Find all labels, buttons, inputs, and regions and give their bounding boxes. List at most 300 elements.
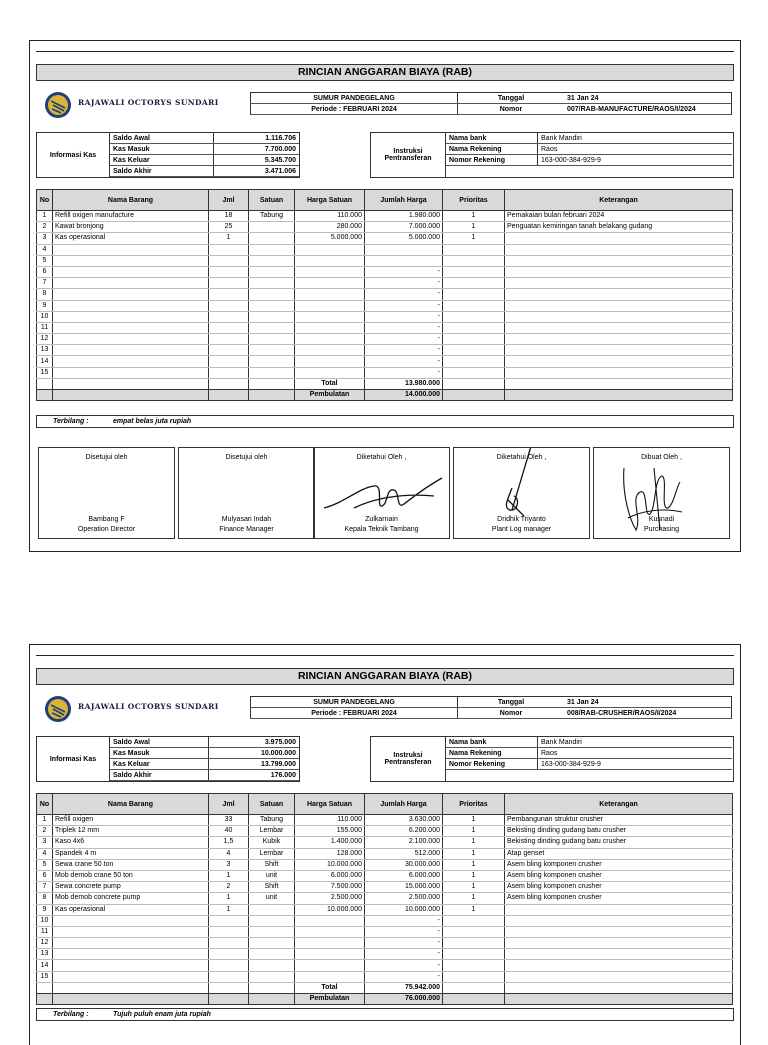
- table-cell: 7.000.000: [365, 222, 443, 233]
- table-cell: 1: [37, 211, 53, 222]
- table-cell: [295, 926, 365, 937]
- table-cell: [365, 255, 443, 266]
- table-cell: [249, 334, 295, 345]
- table-cell: 4: [209, 848, 249, 859]
- table-cell: unit: [249, 870, 295, 881]
- table-cell: 12: [37, 938, 53, 949]
- nomor-label: Nomor: [458, 104, 565, 115]
- table-cell: -: [365, 322, 443, 333]
- account-number-value: 163-000-384-929-9: [538, 155, 733, 166]
- table-cell: Kaso 4x6: [53, 837, 209, 848]
- table-cell: [209, 938, 249, 949]
- table-cell: [505, 938, 733, 949]
- signer-name: Bambang F: [88, 516, 125, 523]
- table-cell: Mob demob crane 50 ton: [53, 870, 209, 881]
- table-cell: [295, 289, 365, 300]
- table-cell: [505, 255, 733, 266]
- table-cell: -: [365, 311, 443, 322]
- table-cell: [505, 300, 733, 311]
- kas-keluar-value: 13.799.000: [208, 759, 299, 770]
- table-cell: -: [365, 300, 443, 311]
- table-cell: 5: [37, 859, 53, 870]
- table-cell: 1: [443, 837, 505, 848]
- table-cell: [295, 266, 365, 277]
- table-cell: [53, 960, 209, 971]
- table-cell: 4: [37, 848, 53, 859]
- table-cell: 15.000.000: [365, 882, 443, 893]
- table-cell: [209, 971, 249, 982]
- table-cell: 11: [37, 322, 53, 333]
- signature-box-finance-manager: [178, 447, 315, 539]
- table-cell: 2.500.000: [295, 893, 365, 904]
- table-cell: [209, 345, 249, 356]
- table-cell: 13: [37, 949, 53, 960]
- table-cell: -: [365, 971, 443, 982]
- table-cell: [505, 311, 733, 322]
- table-cell: [53, 311, 209, 322]
- signer-name: Dridhik Triyanto: [497, 516, 546, 523]
- terbilang-value: Tujuh puluh enam juta rupiah: [113, 1011, 211, 1018]
- table-cell: 6.000.000: [365, 870, 443, 881]
- table-cell: 9: [37, 904, 53, 915]
- saldo-akhir-label: Saldo Akhir: [110, 770, 208, 781]
- total-value: 13.980.000: [365, 378, 443, 389]
- signature-box-purchasing: [593, 447, 730, 539]
- table-cell: 1: [37, 815, 53, 826]
- table-row: [37, 971, 733, 982]
- table-cell: [209, 266, 249, 277]
- signature-box-kepala-teknik: [313, 447, 450, 539]
- table-cell: 4: [37, 244, 53, 255]
- table-row: [37, 300, 733, 311]
- table-cell: [249, 915, 295, 926]
- project-name: SUMUR PANDEGELANG: [251, 697, 458, 708]
- bank-name-label: Nama bank: [446, 737, 538, 748]
- transfer-label: Instruksi Pentransferan: [371, 737, 446, 781]
- terbilang-label: Terbilang :: [53, 1011, 89, 1018]
- table-cell: 10.000.000: [295, 859, 365, 870]
- table-cell: [295, 367, 365, 378]
- signer-role: Purchasing: [643, 526, 680, 533]
- table-cell: [443, 949, 505, 960]
- items-table: [36, 189, 733, 401]
- transfer-instructions: [370, 736, 734, 782]
- table-row: [37, 859, 733, 870]
- table-cell: -: [365, 926, 443, 937]
- kas-masuk-label: Kas Masuk: [110, 144, 213, 155]
- header-table: [250, 696, 732, 719]
- table-cell: [443, 244, 505, 255]
- column-header: Jumlah Harga: [365, 190, 443, 211]
- table-cell: 12: [37, 334, 53, 345]
- table-cell: Atap genset: [505, 848, 733, 859]
- table-cell: [209, 367, 249, 378]
- table-cell: [295, 915, 365, 926]
- handwritten-signature-icon: [594, 448, 729, 538]
- table-cell: [295, 322, 365, 333]
- transfer-label: Instruksi Pentransferan: [371, 133, 446, 177]
- nomor-value: 008/RAB-CRUSHER/RAOS/I/2024: [564, 708, 732, 719]
- table-cell: 10.000.000: [295, 904, 365, 915]
- signer-name: Mulyasari Indah: [221, 516, 272, 523]
- table-cell: 6: [37, 870, 53, 881]
- table-header: [37, 190, 733, 211]
- table-cell: [505, 278, 733, 289]
- column-header: Satuan: [249, 794, 295, 815]
- table-cell: [505, 915, 733, 926]
- kas-masuk-value: 7.700.000: [213, 144, 299, 155]
- table-cell: -: [365, 915, 443, 926]
- table-cell: 1: [443, 222, 505, 233]
- table-cell: Lembar: [249, 848, 295, 859]
- table-cell: 2: [37, 222, 53, 233]
- table-cell: 6.000.000: [295, 870, 365, 881]
- table-cell: 1: [209, 893, 249, 904]
- table-cell: [249, 949, 295, 960]
- items-table: [36, 793, 733, 1005]
- table-row: [37, 837, 733, 848]
- table-cell: [295, 345, 365, 356]
- periode: Periode : FEBRUARI 2024: [251, 708, 458, 719]
- table-cell: [443, 266, 505, 277]
- table-cell: [209, 915, 249, 926]
- column-header: Jumlah Harga: [365, 794, 443, 815]
- column-header: Nama Barang: [53, 794, 209, 815]
- table-cell: 13: [37, 345, 53, 356]
- table-row: [37, 322, 733, 333]
- cash-info-table: [110, 133, 299, 177]
- total-label: Total: [295, 982, 365, 993]
- table-cell: Kawat bronjong: [53, 222, 209, 233]
- table-cell: [443, 356, 505, 367]
- saldo-akhir-value: 176.000: [208, 770, 299, 781]
- table-row: [37, 926, 733, 937]
- column-header: No: [37, 794, 53, 815]
- table-row: [37, 848, 733, 859]
- tanggal-label: Tanggal: [458, 93, 565, 104]
- table-cell: [249, 222, 295, 233]
- tanggal-value: 31 Jan 24: [564, 697, 732, 708]
- signer-role: Operation Director: [77, 526, 136, 533]
- pembulatan-label: Pembulatan: [295, 390, 365, 401]
- handwritten-signature-icon: [454, 448, 589, 538]
- top-rule: [36, 51, 734, 52]
- table-row: [37, 904, 733, 915]
- saldo-awal-value: 3.975.000: [208, 737, 299, 748]
- column-header: Harga Satuan: [295, 794, 365, 815]
- table-cell: [443, 289, 505, 300]
- table-cell: [443, 311, 505, 322]
- table-cell: 3: [37, 233, 53, 244]
- table-cell: Kas operasional: [53, 233, 209, 244]
- table-header: [37, 794, 733, 815]
- table-cell: [249, 926, 295, 937]
- table-cell: -: [365, 278, 443, 289]
- table-cell: [209, 322, 249, 333]
- table-cell: 5.000.000: [295, 233, 365, 244]
- table-cell: [209, 278, 249, 289]
- table-cell: [209, 926, 249, 937]
- table-cell: [53, 266, 209, 277]
- table-cell: [505, 334, 733, 345]
- table-cell: -: [365, 345, 443, 356]
- kas-masuk-label: Kas Masuk: [110, 748, 208, 759]
- table-cell: [53, 949, 209, 960]
- table-cell: [505, 904, 733, 915]
- account-name-label: Nama Rekening: [446, 144, 538, 155]
- signer-role: Finance Manager: [219, 526, 274, 533]
- table-cell: Refill oxigen manufacture: [53, 211, 209, 222]
- table-cell: [505, 960, 733, 971]
- table-cell: -: [365, 266, 443, 277]
- table-cell: 10.000.000: [365, 904, 443, 915]
- table-cell: [443, 300, 505, 311]
- table-cell: 110.000: [295, 211, 365, 222]
- table-cell: [53, 244, 209, 255]
- terbilang: [36, 1008, 734, 1021]
- table-cell: 7: [37, 882, 53, 893]
- table-cell: 1: [443, 904, 505, 915]
- table-cell: 5: [37, 255, 53, 266]
- signer-role: Plant Log manager: [491, 526, 552, 533]
- table-cell: 1: [443, 848, 505, 859]
- column-header: Prioritas: [443, 190, 505, 211]
- table-cell: Asem bling komponen crusher: [505, 882, 733, 893]
- company-name: RAJAWALI OCTORYS SUNDARI: [78, 98, 219, 107]
- table-row: [37, 356, 733, 367]
- table-cell: [295, 971, 365, 982]
- bank-name-label: Nama bank: [446, 133, 538, 144]
- table-cell: 1,5: [209, 837, 249, 848]
- table-cell: Sewa crane 50 ton: [53, 859, 209, 870]
- table-cell: 2.500.000: [365, 893, 443, 904]
- table-cell: 15: [37, 367, 53, 378]
- terbilang-label: Terbilang :: [53, 418, 89, 425]
- pembulatan-value: 14.000.000: [365, 390, 443, 401]
- total-value: 75.942.000: [365, 982, 443, 993]
- table-cell: 18: [209, 211, 249, 222]
- signer-name: Kusnadi: [648, 516, 675, 523]
- table-cell: 14: [37, 356, 53, 367]
- table-cell: [53, 278, 209, 289]
- table-cell: [53, 345, 209, 356]
- table-cell: [249, 300, 295, 311]
- table-cell: [53, 356, 209, 367]
- table-row: [37, 334, 733, 345]
- cash-info-label: Informasi Kas: [37, 133, 110, 177]
- table-cell: [209, 960, 249, 971]
- saldo-awal-value: 1.116.706: [213, 133, 299, 144]
- table-row: [37, 938, 733, 949]
- column-header: Prioritas: [443, 794, 505, 815]
- table-row: [37, 893, 733, 904]
- table-cell: -: [365, 938, 443, 949]
- table-cell: [295, 300, 365, 311]
- signature-title: Disetujui oleh: [225, 454, 268, 461]
- table-cell: -: [365, 289, 443, 300]
- cash-info: [36, 132, 300, 178]
- table-cell: 9: [37, 300, 53, 311]
- table-cell: 1.400.000: [295, 837, 365, 848]
- table-row: [37, 222, 733, 233]
- table-cell: Pembangunan struktur crusher: [505, 815, 733, 826]
- table-cell: Penguatan kemiringan tanah belakang gudang: [505, 222, 733, 233]
- table-cell: [505, 949, 733, 960]
- table-cell: 30.000.000: [365, 859, 443, 870]
- table-cell: [295, 244, 365, 255]
- table-cell: [505, 356, 733, 367]
- table-row: [37, 289, 733, 300]
- table-cell: Bekisting dinding gudang batu crusher: [505, 837, 733, 848]
- table-cell: 155.000: [295, 826, 365, 837]
- table-cell: [209, 334, 249, 345]
- table-cell: [249, 971, 295, 982]
- table-cell: 10: [37, 915, 53, 926]
- table-cell: [249, 244, 295, 255]
- bank-name-value: Bank Mandiri: [538, 737, 733, 748]
- table-cell: [505, 233, 733, 244]
- nomor-label: Nomor: [458, 708, 565, 719]
- transfer-instructions: [370, 132, 734, 178]
- table-cell: [295, 356, 365, 367]
- rab-sheet-1: [29, 40, 741, 552]
- pembulatan-row: [37, 390, 733, 401]
- table-cell: 1: [443, 870, 505, 881]
- table-cell: [443, 322, 505, 333]
- sheet-title: RINCIAN ANGGARAN BIAYA (RAB): [36, 64, 734, 81]
- column-header: Keterangan: [505, 190, 733, 211]
- table-row: [37, 311, 733, 322]
- table-cell: Asem bling komponen crusher: [505, 859, 733, 870]
- table-cell: [365, 244, 443, 255]
- table-cell: 10: [37, 311, 53, 322]
- column-header: Nama Barang: [53, 190, 209, 211]
- table-cell: 128.000: [295, 848, 365, 859]
- company-name: RAJAWALI OCTORYS SUNDARI: [78, 702, 219, 711]
- table-cell: 512.000: [365, 848, 443, 859]
- kas-keluar-value: 5.345.700: [213, 155, 299, 166]
- table-cell: 11: [37, 926, 53, 937]
- signature-box-operation-director: [38, 447, 175, 539]
- table-cell: [443, 971, 505, 982]
- table-cell: unit: [249, 893, 295, 904]
- table-cell: 1: [443, 859, 505, 870]
- table-cell: [505, 926, 733, 937]
- kas-masuk-value: 10.000.000: [208, 748, 299, 759]
- nomor-value: 007/RAB-MANUFACTURE/RAOS/I/2024: [564, 104, 732, 115]
- account-name-label: Nama Rekening: [446, 748, 538, 759]
- table-cell: [53, 938, 209, 949]
- table-row: [37, 255, 733, 266]
- table-cell: [209, 311, 249, 322]
- table-row: [37, 278, 733, 289]
- table-cell: [295, 938, 365, 949]
- table-cell: [53, 255, 209, 266]
- table-cell: [443, 334, 505, 345]
- table-cell: [249, 266, 295, 277]
- total-row: [37, 378, 733, 389]
- kas-keluar-label: Kas Keluar: [110, 155, 213, 166]
- table-cell: [249, 938, 295, 949]
- table-cell: 2: [37, 826, 53, 837]
- bank-table: [446, 133, 732, 166]
- table-cell: [505, 971, 733, 982]
- table-cell: [295, 949, 365, 960]
- table-cell: Kubik: [249, 837, 295, 848]
- table-cell: 6: [37, 266, 53, 277]
- table-cell: 6.200.000: [365, 826, 443, 837]
- table-cell: [249, 278, 295, 289]
- table-cell: [295, 255, 365, 266]
- account-name-value: Raos: [538, 748, 733, 759]
- account-number-label: Nomor Rekening: [446, 155, 538, 166]
- table-cell: 3: [37, 837, 53, 848]
- table-cell: [249, 960, 295, 971]
- table-cell: -: [365, 949, 443, 960]
- column-header: Jml: [209, 190, 249, 211]
- table-cell: 110.000: [295, 815, 365, 826]
- saldo-akhir-label: Saldo Akhir: [110, 166, 213, 177]
- account-name-value: Raos: [538, 144, 733, 155]
- table-cell: 25: [209, 222, 249, 233]
- table-cell: 8: [37, 893, 53, 904]
- signer-name: Zulkarnain: [365, 516, 398, 523]
- table-cell: 1.980.000: [365, 211, 443, 222]
- cash-info: [36, 736, 300, 782]
- table-cell: -: [365, 960, 443, 971]
- column-header: Keterangan: [505, 794, 733, 815]
- cash-info-label: Informasi Kas: [37, 737, 110, 781]
- table-cell: 1: [443, 233, 505, 244]
- tanggal-label: Tanggal: [458, 697, 565, 708]
- table-row: [37, 882, 733, 893]
- column-header: Jml: [209, 794, 249, 815]
- table-cell: [249, 289, 295, 300]
- table-cell: Triplek 12 mm: [53, 826, 209, 837]
- table-row: [37, 826, 733, 837]
- table-cell: [443, 367, 505, 378]
- table-row: [37, 915, 733, 926]
- table-cell: 280.000: [295, 222, 365, 233]
- table-cell: [209, 300, 249, 311]
- signature-box-plant-log-manager: [453, 447, 590, 539]
- handwritten-signature-icon: [314, 448, 449, 538]
- bank-table: [446, 737, 732, 770]
- bank-name-value: Bank Mandiri: [538, 133, 733, 144]
- table-cell: Spandek 4 m: [53, 848, 209, 859]
- table-cell: 14: [37, 960, 53, 971]
- table-cell: [249, 904, 295, 915]
- project-name: SUMUR PANDEGELANG: [251, 93, 458, 104]
- company-logo-icon: [44, 91, 72, 119]
- table-cell: 1: [209, 233, 249, 244]
- table-cell: 1: [443, 211, 505, 222]
- table-cell: 3.630.000: [365, 815, 443, 826]
- table-cell: Shift: [249, 859, 295, 870]
- table-cell: 3: [209, 859, 249, 870]
- terbilang-value: empat belas juta rupiah: [113, 418, 192, 425]
- account-number-label: Nomor Rekening: [446, 759, 538, 770]
- table-cell: 1: [209, 870, 249, 881]
- header-table: [250, 92, 732, 115]
- table-cell: [209, 244, 249, 255]
- table-cell: [295, 334, 365, 345]
- total-row: [37, 982, 733, 993]
- saldo-awal-label: Saldo Awal: [110, 133, 213, 144]
- table-row: [37, 815, 733, 826]
- table-row: [37, 233, 733, 244]
- pembulatan-value: 76.000.000: [365, 994, 443, 1005]
